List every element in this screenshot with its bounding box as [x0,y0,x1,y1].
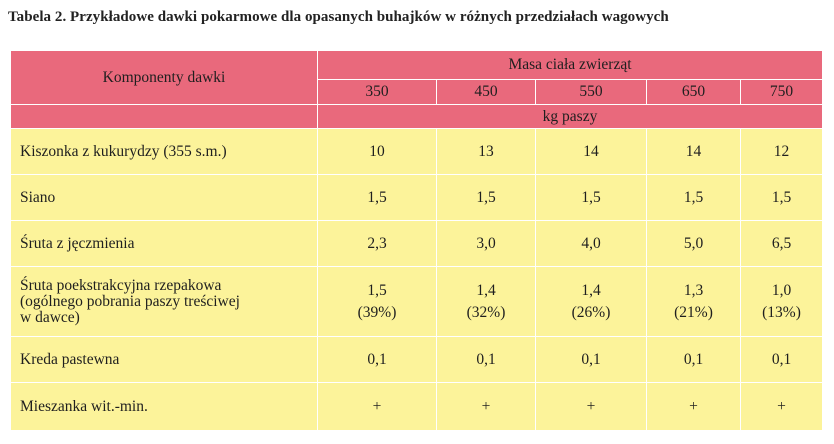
value-cell: 10 [318,129,437,175]
row-label: Siano [11,175,318,221]
value-cell: 1,5 [741,175,823,221]
value-cell: 0,1 [536,337,647,383]
row-label-line: Śruta poekstrakcyjna rzepakowa [20,276,222,294]
unit-header: kg paszy [318,105,823,129]
value-cell [741,267,823,337]
table-row [11,129,823,175]
value-cell: 4,0 [536,221,647,267]
feed-ration-table [10,50,823,431]
value-text: 1,4 [476,281,496,299]
table-row [11,337,823,383]
value-text: 1,0 [771,281,792,299]
body-mass-header: Masa ciała zwierząt [318,51,823,80]
value-cell: 13 [437,129,536,175]
value-cell: 1,5 [437,175,536,221]
value-cell [318,267,437,337]
value-cell: 0,1 [647,337,741,383]
value-cell: 5,0 [647,221,741,267]
row-label: Śruta z jęczmienia [11,221,318,267]
weight-header: 450 [437,80,536,105]
row-label: Kreda pastewna [11,337,318,383]
value-cell: 1,5 [318,175,437,221]
share-text: (13%) [762,303,801,321]
value-cell: 0,1 [437,337,536,383]
value-cell: 3,0 [437,221,536,267]
table-row [11,221,823,267]
value-cell: + [647,383,741,431]
weight-header: 750 [741,80,823,105]
weight-header: 650 [647,80,741,105]
value-text: 1,5 [367,281,387,299]
weight-header: 350 [318,80,437,105]
value-cell: 1,5 [647,175,741,221]
share-text: (21%) [674,303,713,321]
row-label-line: (ogólnego pobrania paszy treściwej [20,292,240,310]
row-label: Mieszanka wit.-min. [11,383,318,431]
row-label [11,267,318,337]
value-cell: 14 [647,129,741,175]
row-label: Kiszonka z kukurydzy (355 s.m.) [11,129,318,175]
table-row [11,267,823,337]
value-cell: + [437,383,536,431]
share-text: (26%) [571,303,611,321]
components-header: Komponenty dawki [11,51,318,105]
value-cell: + [741,383,823,431]
share-text: (32%) [466,303,506,321]
row-label-line: w dawce) [20,308,80,326]
value-cell: 2,3 [318,221,437,267]
value-cell: 12 [741,129,823,175]
value-cell: 6,5 [741,221,823,267]
value-cell: 1,5 [536,175,647,221]
header-blank-cell [11,105,318,129]
weight-header: 550 [536,80,647,105]
value-cell: + [536,383,647,431]
table-row [11,383,823,431]
value-cell [647,267,741,337]
value-cell: 0,1 [741,337,823,383]
value-cell [536,267,647,337]
value-cell [437,267,536,337]
value-cell: + [318,383,437,431]
value-text: 1,3 [683,281,704,299]
value-cell: 14 [536,129,647,175]
value-text: 1,4 [581,281,601,299]
table-title: Tabela 2. Przykładowe dawki pokarmowe dla opasanych buhajków w różnych przedziałach wagowych [8,9,669,25]
value-cell: 0,1 [318,337,437,383]
table-row [11,175,823,221]
share-text: (39%) [357,303,397,321]
